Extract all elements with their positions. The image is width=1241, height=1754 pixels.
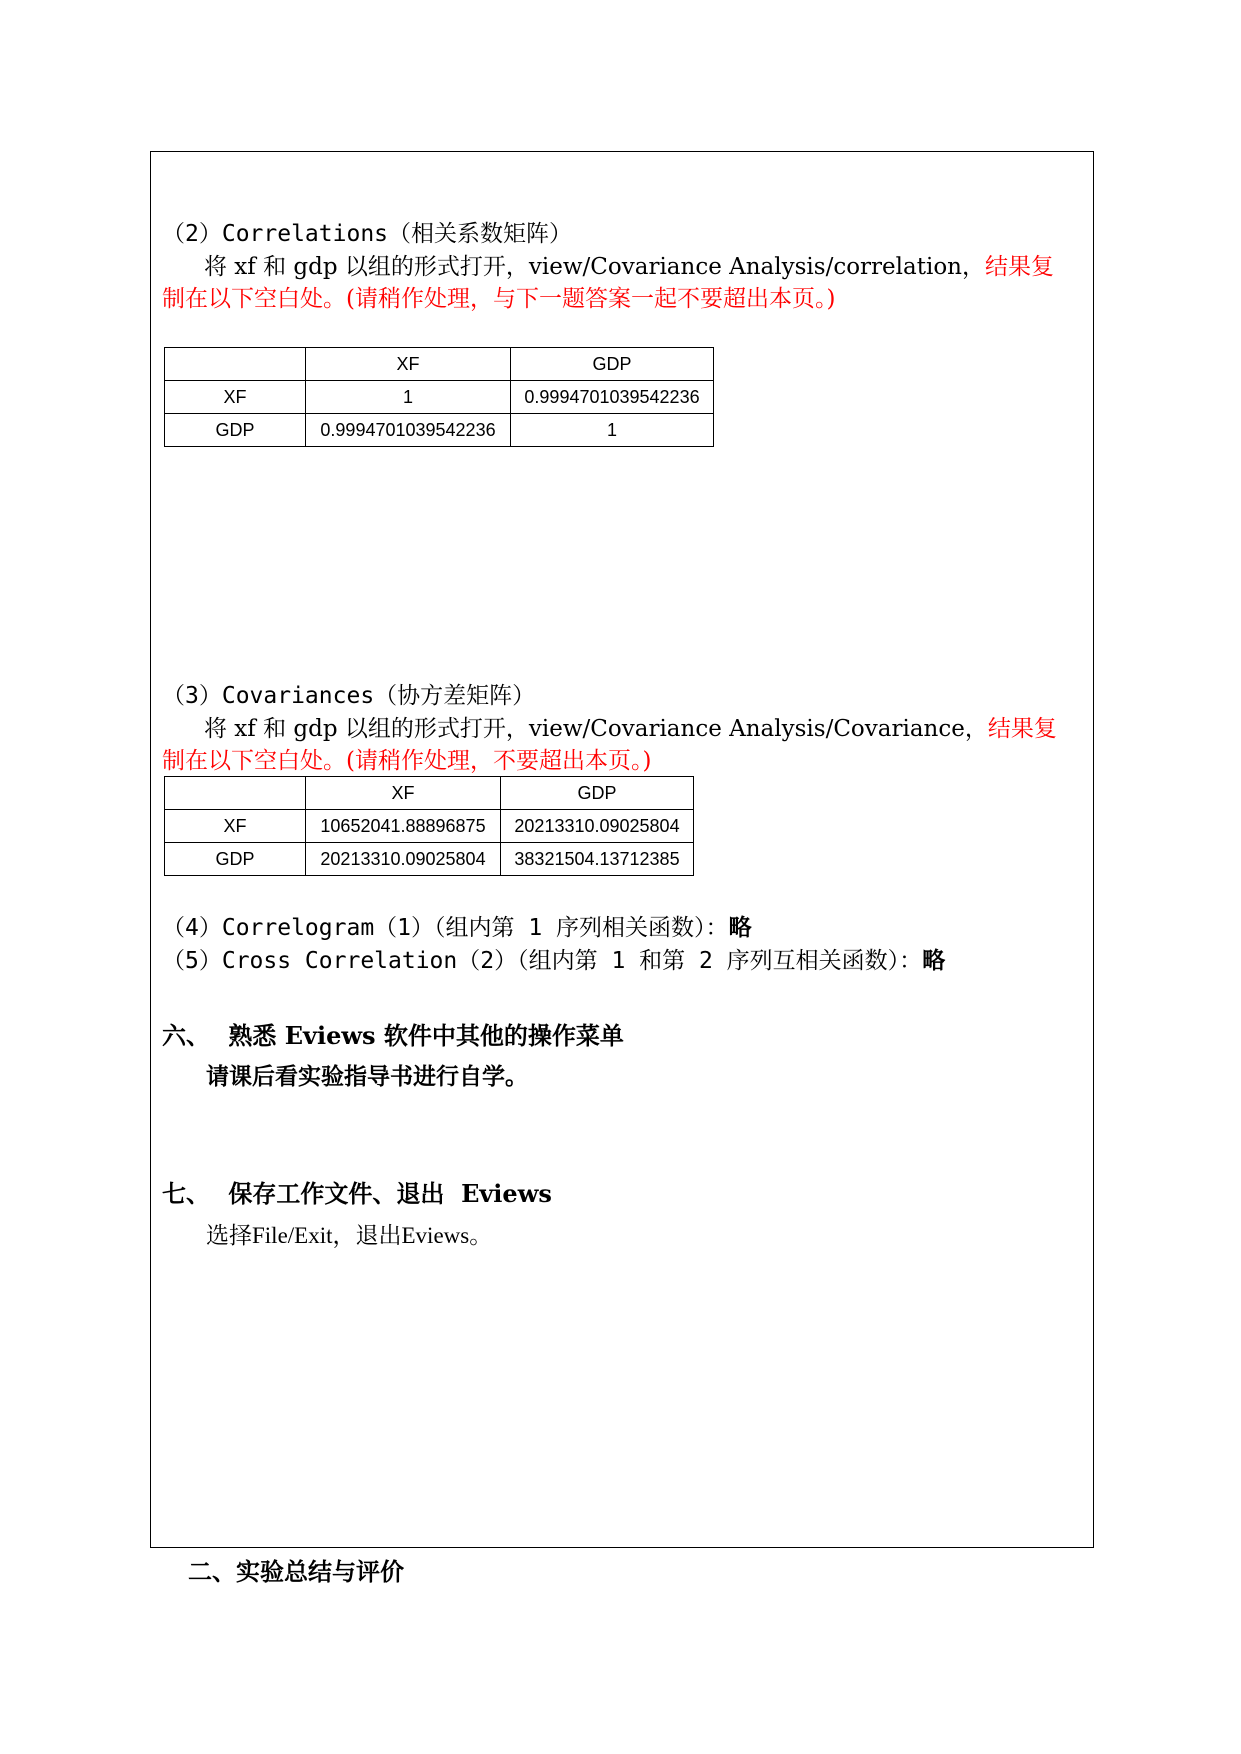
part6-heading-num: 六、 <box>162 1021 210 1050</box>
table-cell: 1 <box>511 414 714 447</box>
part7-body: 选择File/Exit，退出Eviews。 <box>206 1223 493 1248</box>
section2-instruction-red-a: 结果复 <box>984 254 1054 280</box>
section3-instruction-red-b: 制在以下空白处。(请稍作处理，不要超出本页。) <box>162 748 652 774</box>
part7-heading <box>162 1178 552 1210</box>
row-label-cell: XF <box>165 810 306 843</box>
table-cell: 20213310.09025804 <box>306 843 501 876</box>
section4-answer: 略 <box>728 915 752 941</box>
section2-instruction-text: 将 xf 和 gdp 以组的形式打开，view/Covariance Analysis/correlation， <box>204 254 985 280</box>
table-cell: 0.9994701039542236 <box>511 381 714 414</box>
table-row <box>165 810 694 843</box>
section4-text: （4）Correlogram（1）（组内第 1 序列相关函数）： <box>162 915 729 941</box>
table-cell: 38321504.13712385 <box>501 843 694 876</box>
row-label-cell: XF <box>165 381 306 414</box>
table-cell: 20213310.09025804 <box>501 810 694 843</box>
part6-heading-text: 熟悉 Eviews 软件中其他的操作菜单 <box>228 1021 624 1050</box>
part7-heading-num: 七、 <box>162 1179 210 1208</box>
section2-instruction-red-b: 制在以下空白处。(请稍作处理，与下一题答案一起不要超出本页。) <box>162 286 836 312</box>
table-header-row <box>165 777 694 810</box>
table-header-cell: XF <box>306 348 511 381</box>
section5-text: （5）Cross Correlation（2）（组内第 1 和第 2 序列互相关函数）： <box>162 948 923 974</box>
correlation-table <box>164 347 714 447</box>
summary-heading: 二、实验总结与评价 <box>188 1557 404 1586</box>
table-corner-cell <box>165 777 306 810</box>
part6-heading <box>162 1020 624 1052</box>
section3-instruction-red-a: 结果复 <box>987 716 1057 742</box>
table-header-cell: GDP <box>501 777 694 810</box>
part6-body: 请课后看实验指导书进行自学。 <box>206 1063 528 1090</box>
table-row <box>165 381 714 414</box>
table-header-cell: GDP <box>511 348 714 381</box>
table-header-cell: XF <box>306 777 501 810</box>
section4 <box>162 912 752 944</box>
section3-instruction-text: 将 xf 和 gdp 以组的形式打开，view/Covariance Analysis/Covariance， <box>204 716 988 742</box>
section2-title: （2）Correlations（相关系数矩阵） <box>162 221 573 247</box>
section5-answer: 略 <box>922 948 946 974</box>
section2-instruction <box>204 251 1054 283</box>
table-row <box>165 843 694 876</box>
section3-instruction <box>204 713 1057 745</box>
table-cell: 1 <box>306 381 511 414</box>
section3-title: （3）Covariances（协方差矩阵） <box>162 683 536 709</box>
table-cell: 0.9994701039542236 <box>306 414 511 447</box>
part7-heading-text: 保存工作文件、退出 Eviews <box>228 1179 552 1208</box>
row-label-cell: GDP <box>165 414 306 447</box>
table-corner-cell <box>165 348 306 381</box>
covariance-table <box>164 776 694 876</box>
table-cell: 10652041.88896875 <box>306 810 501 843</box>
section5 <box>162 945 945 977</box>
table-row <box>165 414 714 447</box>
row-label-cell: GDP <box>165 843 306 876</box>
table-header-row <box>165 348 714 381</box>
